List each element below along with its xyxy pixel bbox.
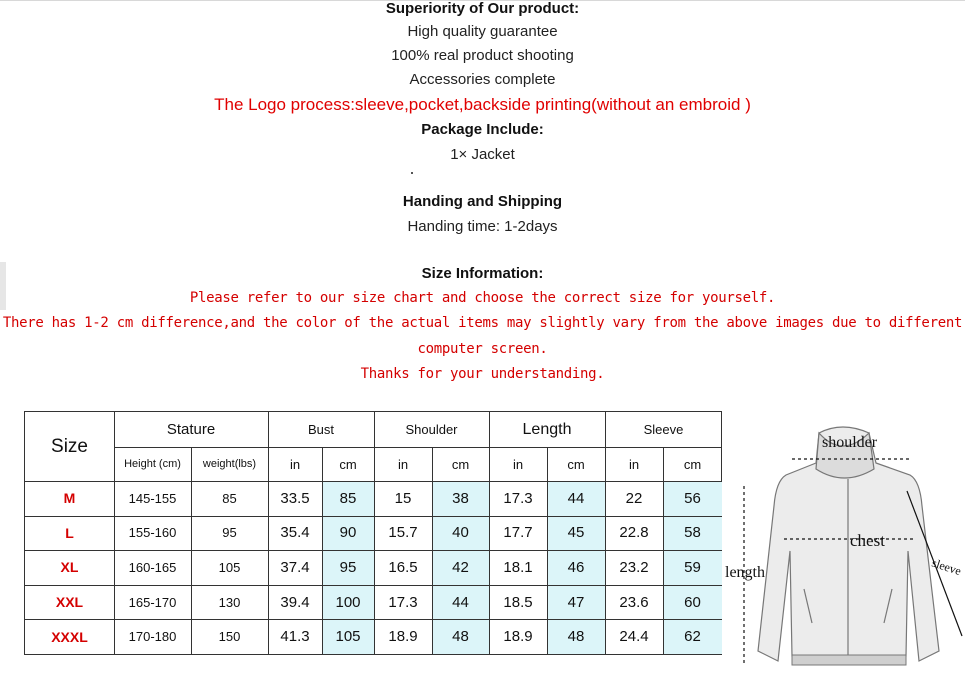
sleeve-label: sleeve: [930, 555, 963, 579]
grid-line: [268, 412, 269, 654]
package-item: 1× Jacket: [450, 146, 515, 163]
table-cell: 42: [432, 550, 489, 585]
grid-line: [25, 550, 722, 551]
group-header: Stature: [166, 421, 216, 438]
size-label: XXXL: [51, 628, 88, 645]
size-note-choose: Please refer to our size chart and choose the correct size for yourself.: [189, 290, 776, 306]
shipping-title: Handing and Shipping: [402, 193, 563, 210]
table-cell: 35.4: [280, 524, 310, 542]
table-cell: 48: [432, 619, 489, 654]
table-cell: 38: [432, 481, 489, 516]
table-cell: 16.5: [388, 558, 418, 576]
table-cell: 39.4: [280, 593, 310, 611]
length-label: length: [725, 564, 765, 581]
table-cell: 90: [322, 516, 374, 551]
sub-header: in: [397, 456, 409, 472]
size-label: XL: [60, 559, 79, 576]
table-cell: 18.1: [503, 558, 533, 576]
table-cell: 22.8: [619, 524, 649, 542]
chest-label: chest: [850, 531, 885, 550]
group-header: Sleeve: [643, 422, 684, 437]
jacket-measure-diagram: [724, 411, 965, 686]
grid-line: [25, 619, 722, 620]
group-header: Length: [522, 420, 572, 438]
feature-quality: High quality guarantee: [407, 23, 558, 40]
sub-header: in: [289, 456, 301, 472]
table-cell: 160-165: [128, 559, 177, 575]
table-cell: 95: [322, 550, 374, 585]
table-cell: 105: [322, 619, 374, 654]
sub-header: in: [512, 456, 524, 472]
feature-real-shooting: 100% real product shooting: [391, 47, 574, 64]
grid-line: [114, 447, 722, 448]
feature-accessories: Accessories complete: [409, 71, 556, 88]
table-cell: 24.4: [619, 628, 649, 646]
table-cell: 59: [663, 550, 722, 585]
table-cell: 23.2: [619, 558, 649, 576]
table-cell: 150: [218, 629, 241, 645]
table-cell: 40: [432, 516, 489, 551]
table-cell: 105: [218, 559, 241, 575]
jacket-outline: [758, 427, 939, 665]
table-cell: 37.4: [280, 558, 310, 576]
table-cell: 62: [663, 619, 722, 654]
size-chart-table: [24, 411, 722, 655]
table-cell: 130: [218, 594, 241, 610]
grid-line: [25, 516, 722, 517]
table-cell: 41.3: [280, 628, 310, 646]
table-cell: 58: [663, 516, 722, 551]
size-note-difference: There has 1-2 cm difference,and the color of the actual items may slightly vary from the above images due to different: [2, 315, 963, 331]
table-cell: 165-170: [128, 594, 177, 610]
grid-line: [114, 412, 115, 654]
grid-line: [374, 412, 375, 654]
sub-header: cm: [683, 456, 702, 472]
sub-header: cm: [567, 456, 585, 472]
size-label: XXL: [55, 594, 84, 611]
superiority-title: Superiority of Our product:: [385, 0, 580, 17]
group-header: Shoulder: [405, 422, 458, 437]
table-cell: 44: [547, 481, 605, 516]
sub-header: Height (cm): [124, 458, 181, 470]
size-note-thanks: Thanks for your understanding.: [360, 366, 605, 382]
grid-line: [605, 412, 606, 654]
shoulder-label: shoulder: [822, 434, 878, 451]
sub-header: in: [628, 456, 640, 472]
group-header: Bust: [307, 422, 334, 437]
size-label: L: [65, 524, 74, 541]
grid-line: [25, 585, 722, 586]
table-cell: 170-180: [128, 629, 177, 645]
shipping-time: Handing time: 1-2days: [407, 218, 558, 235]
package-title: Package Include:: [421, 121, 544, 138]
table-cell: 22: [625, 489, 643, 507]
grid-line: [25, 481, 722, 482]
table-cell: 100: [322, 585, 374, 620]
size-label: M: [63, 490, 76, 507]
sub-header: cm: [451, 456, 470, 472]
table-cell: 60: [663, 585, 722, 620]
sub-header: weight(lbs): [202, 458, 257, 470]
table-cell: 18.9: [388, 628, 418, 646]
table-cell: 47: [547, 585, 605, 620]
table-cell: 46: [547, 550, 605, 585]
table-cell: 23.6: [619, 593, 649, 611]
table-cell: 56: [663, 481, 722, 516]
table-cell: 33.5: [280, 489, 310, 507]
table-cell: 15: [394, 489, 412, 507]
table-cell: 85: [222, 490, 237, 506]
size-header: Size: [51, 435, 88, 457]
table-cell: 155-160: [128, 525, 177, 541]
table-cell: 18.9: [503, 628, 533, 646]
table-cell: 145-155: [128, 490, 177, 506]
table-cell: 95: [222, 525, 237, 541]
sub-header: cm: [339, 456, 357, 472]
table-cell: 15.7: [388, 524, 418, 542]
table-cell: 45: [547, 516, 605, 551]
table-cell: 17.3: [388, 593, 418, 611]
grid-line: [489, 412, 490, 654]
table-cell: 17.3: [503, 489, 533, 507]
stray-dot: [411, 172, 413, 174]
jacket-hem: [792, 655, 906, 665]
table-cell: 48: [547, 619, 605, 654]
table-cell: 17.7: [503, 524, 533, 542]
table-cell: 18.5: [503, 593, 533, 611]
table-cell: 44: [432, 585, 489, 620]
size-note-difference-cont: computer screen.: [417, 341, 548, 357]
logo-process-text: The Logo process:sleeve,pocket,backside printing(without an embroid ): [214, 95, 751, 114]
size-info-title: Size Information:: [421, 265, 544, 282]
table-cell: 85: [322, 481, 374, 516]
